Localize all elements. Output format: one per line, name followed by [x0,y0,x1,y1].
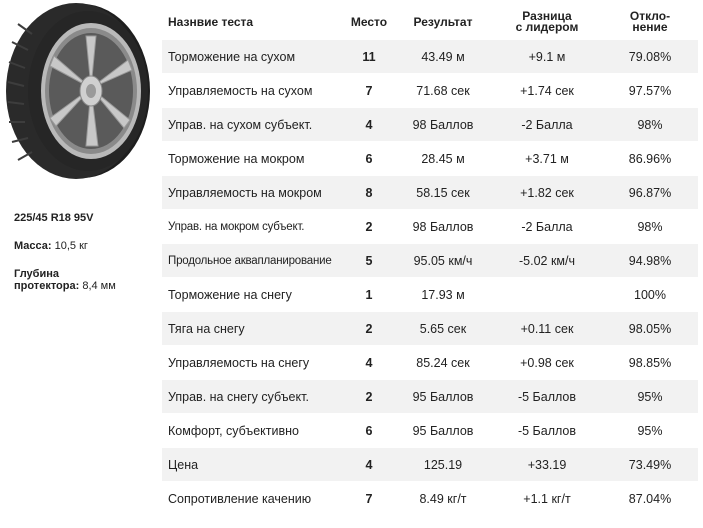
cell-deviation: 87.04% [602,482,698,516]
cell-result: 98 Баллов [394,108,492,142]
cell-deviation: 98% [602,210,698,244]
header-diff [492,4,602,40]
cell-test-name: Управ. на сухом субъект. [162,108,344,142]
cell-result: 95 Баллов [394,380,492,414]
cell-test-name: Комфорт, субъективно [162,414,344,448]
cell-diff: -2 Балла [492,210,602,244]
header-dev-line1: Откло- [629,9,671,23]
cell-diff: -5 Баллов [492,380,602,414]
cell-deviation: 98% [602,108,698,142]
cell-deviation: 86.96% [602,142,698,176]
cell-test-name: Продольное аквапланирование [162,244,344,278]
tire-image [6,2,152,180]
cell-deviation: 96.87% [602,176,698,210]
cell-place: 11 [344,40,394,74]
tire-depth-label-line2: протектора: [14,280,80,292]
cell-test-name: Торможение на мокром [162,142,344,176]
cell-test-name: Цена [162,448,344,482]
tire-mass [14,240,88,252]
tire-depth-value: 8,4 мм [79,280,116,292]
cell-test-name: Сопротивление качению [162,482,344,516]
table-row [162,482,698,516]
cell-place: 6 [344,142,394,176]
table-row [162,74,698,108]
cell-place: 4 [344,448,394,482]
cell-place: 4 [344,346,394,380]
cell-diff: +0.98 сек [492,346,602,380]
cell-test-name: Управ. на снегу субъект. [162,380,344,414]
cell-diff: -2 Балла [492,108,602,142]
cell-test-name: Тяга на снегу [162,312,344,346]
header-test-name: Назнвие теста [168,14,254,29]
cell-diff [492,278,602,312]
table-row [162,108,698,142]
header-deviation [602,4,698,40]
cell-result: 28.45 м [394,142,492,176]
tire-panel [0,0,158,528]
cell-deviation: 73.49% [602,448,698,482]
cell-diff: +1.82 сек [492,176,602,210]
table-row [162,244,698,278]
table-row [162,312,698,346]
header-dev-line2: нение [632,20,668,34]
cell-place: 4 [344,108,394,142]
cell-result: 95.05 км/ч [394,244,492,278]
table-row [162,40,698,74]
cell-result: 43.49 м [394,40,492,74]
table-row [162,210,698,244]
cell-result: 5.65 сек [394,312,492,346]
cell-result: 98 Баллов [394,210,492,244]
table-header-row [162,4,698,40]
test-results-table [162,4,698,516]
header-result: Результат [413,14,473,29]
cell-deviation: 95% [602,414,698,448]
table-row [162,142,698,176]
cell-place: 2 [344,210,394,244]
table-row [162,346,698,380]
cell-deviation: 97.57% [602,74,698,108]
cell-place: 2 [344,380,394,414]
cell-test-name: Управляемость на снегу [162,346,344,380]
cell-result: 17.93 м [394,278,492,312]
tire-depth-label-line1: Глубина [14,268,59,280]
cell-place: 7 [344,74,394,108]
cell-result: 58.15 сек [394,176,492,210]
cell-diff: +0.11 сек [492,312,602,346]
cell-deviation: 95% [602,380,698,414]
tire-mass-value: 10,5 кг [51,240,88,252]
tire-size-value: 225/45 R18 95V [14,212,94,224]
cell-deviation: 98.85% [602,346,698,380]
header-place: Место [350,14,388,29]
cell-place: 2 [344,312,394,346]
cell-deviation: 98.05% [602,312,698,346]
cell-place: 1 [344,278,394,312]
cell-deviation: 79.08% [602,40,698,74]
cell-diff: +1.74 сек [492,74,602,108]
cell-result: 125.19 [394,448,492,482]
cell-result: 85.24 сек [394,346,492,380]
cell-result: 71.68 сек [394,74,492,108]
cell-test-name: Торможение на снегу [162,278,344,312]
cell-result: 8.49 кг/т [394,482,492,516]
header-diff-line1: Разница [522,9,572,23]
cell-place: 5 [344,244,394,278]
cell-diff: +9.1 м [492,40,602,74]
cell-deviation: 94.98% [602,244,698,278]
cell-diff: +3.71 м [492,142,602,176]
table-row [162,278,698,312]
cell-test-name: Управ. на мокром субъект. [162,210,344,244]
tire-mass-label: Масса: [14,240,52,252]
table-row [162,380,698,414]
cell-diff: -5.02 км/ч [492,244,602,278]
cell-diff: -5 Баллов [492,414,602,448]
tire-size [14,212,94,224]
cell-place: 8 [344,176,394,210]
cell-test-name: Управляемость на мокром [162,176,344,210]
cell-diff: +1.1 кг/т [492,482,602,516]
tire-tread-depth [14,268,116,292]
cell-diff: +33.19 [492,448,602,482]
cell-result: 95 Баллов [394,414,492,448]
cell-test-name: Торможение на сухом [162,40,344,74]
header-diff-line2: с лидером [515,20,579,34]
cell-test-name: Управляемость на сухом [162,74,344,108]
cell-place: 6 [344,414,394,448]
table-row [162,448,698,482]
table-row [162,176,698,210]
cell-place: 7 [344,482,394,516]
table-row [162,414,698,448]
cell-deviation: 100% [602,278,698,312]
